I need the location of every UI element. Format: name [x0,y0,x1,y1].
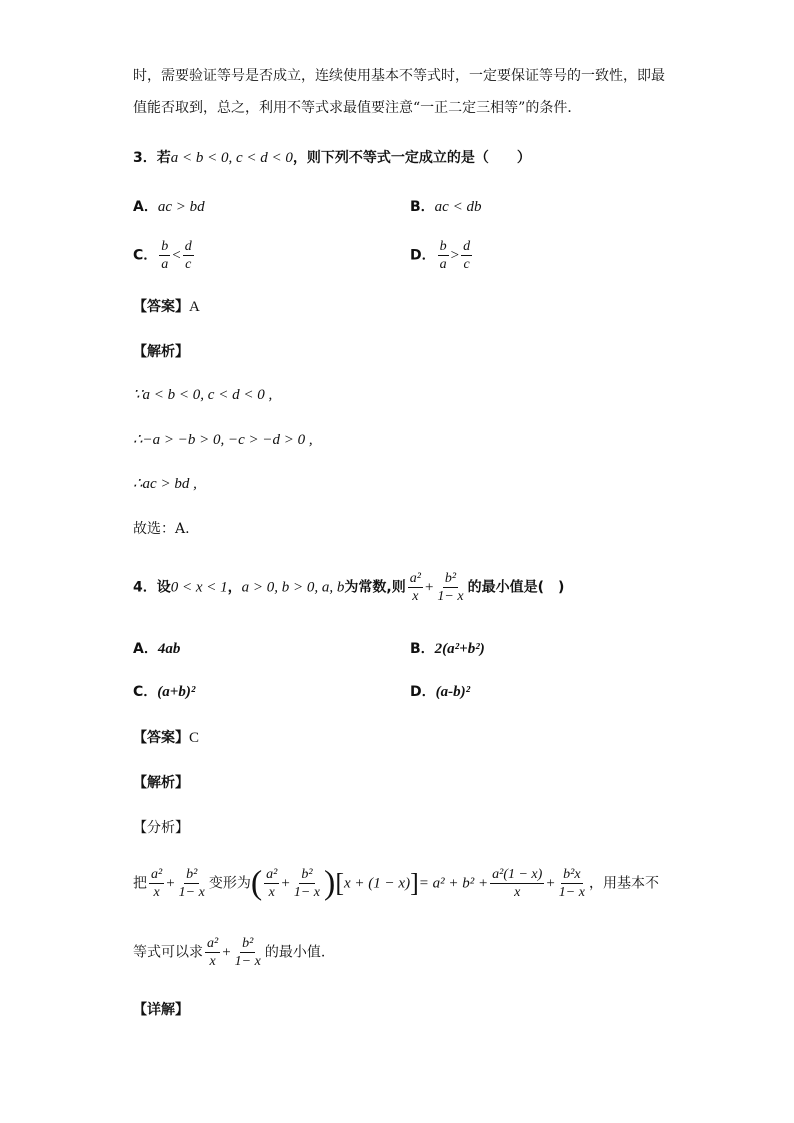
option-label: C． [133,684,158,700]
operator: < [172,247,181,264]
q4-option-d [410,682,470,702]
option-label: D． [410,684,436,700]
option-label: C． [133,247,158,264]
plus-sign: + [424,579,434,596]
q3-step-2: ∴−a > −b > 0, −c > −d > 0 , [133,432,313,448]
q3-stem [133,148,531,168]
q3-option-b [410,197,481,217]
frac-num: b²x [563,867,581,882]
plus-sign: + [546,875,555,892]
q4-option-b [410,639,485,659]
q4-cond-1: 0 < x < 1 [170,579,228,596]
frac-den: x [412,589,419,604]
right-paren: ) [324,864,336,902]
q3-step-3: ∴ac > bd , [133,476,197,492]
answer-value: A [189,299,200,315]
frac-num: d [463,239,471,254]
frac-den: x [268,885,275,900]
q4-option-c [133,682,195,702]
fraction [159,238,170,273]
frac-num: a² [409,571,421,586]
frac-den: 1− x [293,885,321,900]
q3-option-c [133,238,196,273]
q4-cond-2: a > 0, b > 0, a, b [241,579,345,596]
frac-den: x [153,885,160,900]
q4-stem-suffix: 的最小值是( ) [467,579,565,596]
frac-num: b² [301,867,313,882]
left-paren: ( [250,864,263,902]
fraction [233,935,263,970]
frac-den: 1− x [178,885,205,900]
equation-rhs: = a² + b² + [418,875,489,892]
option-expr: (a-b)² [435,684,471,700]
q3-stem-condition: a < b < 0, c < d < 0 [170,150,293,166]
option-label: A． [133,641,158,657]
frac-den: 1− x [234,954,261,969]
fraction [435,570,465,605]
plus-sign: + [166,875,175,892]
option-label: A． [133,199,158,215]
frac-num: a² [266,867,278,882]
frac-num: b² [186,867,198,882]
plus-sign: + [222,944,231,961]
fraction [183,238,194,273]
fraction [438,238,449,273]
frac-num: b [439,239,447,254]
intro-line-1: 时，需要验证等号是否成立，连续使用基本不等式时，一定要保证等号的一致性，即最 [133,68,665,84]
fraction [205,935,220,970]
fraction [408,570,423,605]
fraction [177,866,207,901]
option-label: B． [410,641,435,657]
frac-num: a² [151,867,163,882]
option-expr: ac > bd [157,199,205,215]
intro-line-2: 值能否取到，总之，利用不等式求最值要注意“一正二定三相等”的条件． [133,100,582,116]
operator: > [450,247,460,264]
q4-detail-tag: 【详解】 [133,1002,189,1018]
frac-num: a²(1 − x) [492,867,543,882]
frac-num: d [184,239,192,254]
frac-den: a [161,257,169,272]
frac-den: 1− x [437,589,464,604]
frac-den: c [185,257,192,272]
q3-conclusion: 故选：A. [133,521,190,537]
q4-analysis-line-2 [133,935,325,970]
q3-option-d [410,238,474,273]
frac-den: 1− x [558,885,585,900]
q4-option-a [133,639,180,659]
option-expr: ac < db [434,199,482,215]
frac-num: b [161,239,169,254]
q4-analysis-line-1 [133,866,659,901]
option-expr: 2(a²+b²) [434,641,485,657]
right-bracket: ] [410,868,419,898]
fraction [461,238,472,273]
answer-value: C [189,730,200,746]
q3-step-1: ∵a < b < 0, c < d < 0 , [133,387,273,403]
text: 等式可以求 [133,944,203,961]
q3-stem-prefix: 3．若 [133,150,171,166]
q4-stem-mid: 为常数,则 [344,579,406,596]
frac-num: b² [242,936,254,951]
frac-num: b² [444,571,457,586]
option-label: D． [410,247,436,264]
text: 把 [133,875,147,892]
frac-den: x [209,954,216,969]
q4-sub-tag: 【分析】 [133,820,189,836]
fraction [490,866,544,901]
q4-stem-prefix: 4．设 [133,579,171,596]
bracket-expr: x + (1 − x) [344,875,411,892]
q3-stem-suffix: ，则下列不等式一定成立的是（ ） [292,150,531,166]
option-expr: 4ab [157,641,181,657]
fraction [292,866,322,901]
frac-den: a [439,257,447,272]
left-bracket: [ [335,868,345,898]
answer-tag: 【答案】 [133,730,189,746]
q4-analysis-tag: 【解析】 [133,775,189,791]
frac-den: c [463,257,470,272]
plus-sign: + [281,875,290,892]
option-label: B． [410,199,435,215]
fraction [264,866,279,901]
frac-den: x [514,885,521,900]
option-expr: (a+b)² [157,684,196,700]
q4-stem-comma: ， [227,579,242,596]
frac-num: a² [207,936,219,951]
text: 的最小值. [264,944,326,961]
text: 变形为 [208,875,251,892]
q3-option-a [133,197,205,217]
q4-stem [133,570,564,605]
q3-answer [133,297,200,317]
answer-tag: 【答案】 [133,299,189,315]
q4-answer [133,728,199,748]
q3-analysis-tag: 【解析】 [133,344,189,360]
fraction [557,866,587,901]
text: ，用基本不 [588,875,659,892]
fraction [149,866,164,901]
